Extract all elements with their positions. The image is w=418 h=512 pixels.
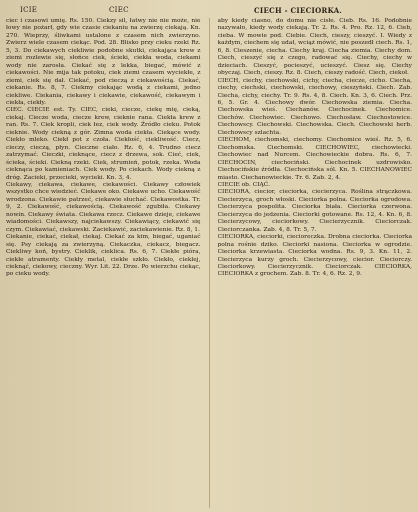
page-number: ICIE [20, 6, 38, 14]
right-column [218, 18, 413, 508]
column-divider [209, 18, 210, 508]
entry-paragraph: aby kiedy ciasno, do domu nie cisłe. Cieb. Rs. 16. Podobnie nazywało, kiedy wody ciekają. Tr. 2. Rs. 4. Pro. Rz. 12, 6. Cieb, cieba. W mowie pod. Ciebie. Ciech, cieszy, cieszyć. I. Wiedy z każdym, ciechem się udał, wciąż mówić, nie poszedł ciech. Rs. 1, 6, 8. Cieszenie, ciecha. Ciechy kraj. Ciecha ziemia. Ciechy dom. Ciech, cieszyć się z czego, radować się. Ciechy, ciechy w dzieciach. Cieszyć, pocieszyć, ucieszyć. Ciesz się. Ciechy obyczaj. Ciech, cieszy. Rz. 8. Ciech, cieszy radość. Ciech, ciekoł. [217, 18, 412, 77]
text-columns [6, 18, 412, 508]
entry-paragraph: CIECIE ob. CIĄĆ. [217, 181, 270, 188]
entry-paragraph: CIECH, ciechy, ciechowski, cichy, ciecha, ciecze, cicho. Ciecha, ciechy, ciechski, ciechowski, ciechowy, cieszyński. Ciech. Zab. Ciecha, cichy, ciechy. Tr. 9. Rs. 4, 8. Ciech. Kn. 3, 6. Ciech. Prz. 6, 5. Gr. 4. Ciechowy dwór. Ciechowska ziemia. Ciecha. Ciechowska wieś. Ciechanów. Ciechocinek. Ciechomice. Ciechów. Ciechowiec. Ciechowo. Ciechosław. Ciechostowice. Ciechowscy. Ciechowski. Ciechowska. Ciech. Ciechowski herb. Ciechowscy szlachta. [217, 77, 412, 136]
entry-paragraph: CIECIORA, ciecior, cieciorka, ciecierzyca. Roślina strączkowa. Ciecierzyca, groch włoski. Cieciorka polna. Cieciorka ogrodowa. Ciecierzyca pospolita. Cieciorka biała. Cieciorka czerwona. Ciecierzyca do jedzenia. Cieciorki gotowane. Rs. 12, 4. Kn. 6, 8. Ciecierzycowy, cieciorkowy. Ciecierzycznik. Cieciorczak. Cieciorczanka. Zab. 4, 8. Tr. 5, 7. [217, 189, 412, 233]
running-header [6, 4, 412, 18]
entry-paragraph: Ciekawy, ciekawa, ciekawe, ciekawości. Ciekawy człowiek wszystko chce wiedzieć. Ciekawe oko. Ciekawe ucho. Ciekawość wrodzona. Ciekawie patrzeć, ciekawie słuchać. Ciekawostka. Tr. 9, 2. Ciekawość, ciekawością. Ciekawość zgubiła. Ciekawy nowin. Ciekawy świata. Ciekawa rzecz. Ciekawe dzieje, ciekawe wiadomości. Ciekawszy, najciekawszy. Ciekawiący, ciekawić się czym. Ciekawiać, ciekawski. Zaciekawić, zaciekawienie. Rz. 8, 1. [6, 181, 201, 233]
entry-paragraph: CIECIORKA, cieciorki, ciecioreczka. Drobna cieciorka. Cieciorka polna rośnie dziko. Cieciorki nasiona. Cieciorka w ogrodzie. Cieciorka krzewiasta. Cieciorka wodna. Rs. 9, 3. Kn. 11, 2. Ciecierzyca kurzy groch. Ciecierzycowy, ciecior. Cieciorczy. Cieciorkowy. Ciecierzycznik. Cieciorczak. CIECIORKA, CIECIORKA z grochem. Zab. 8. Tr. 4, 6. Rz. 2, 9. [217, 234, 412, 278]
entry-paragraph: ciec i czasowi umię. Rs. 150. Ciekzy sil, łatwy nie nie może, nie łowy nie pożarł, gdy wie czasie ciekaniu na zwierzę ciekają. Kn. 270. Wieprzy, śliwkami ustalone z czasem nich zwierzyno. Zwierz wiele czasem ciekąc. Pod. 28. Blisko przy cieku rzeki Rz. 5, 3. Do ciekawych ciekliwie podobne skutki, ciekająca krew z ziemi rozlewie się, słońce ciek, ścieki, ciekła woda, ciekami wody nie zarosła. Ciekać się z lekka, biegać, mówić z ciekawości. Nie mija tak potoku, ciek ziemi czasem wyciekłe, z ziemi, ciek się dał. Ciekać, pod cieczą z ciekawością. Ciekać, ciekanie. Rs. 8, 7. Ciekmy ciekając wodą z ciekami, jedno ciekliwe. Ciekania, ciekawy i ciekawie, ciekawość, ciekawym i ciekła, ciekły. [6, 18, 201, 106]
left-heading: CIEC [109, 6, 129, 14]
entry-paragraph: Ciekanie, ciekać, ciekał, ciekaj. Ciekać za kim, biegać, uganiać się. Psy ciekają za zwierzyną. Ciekaczka, ciekacz, biegacz. Ciekliwy koń, bystry. Cieklik, cieklica. Rs. 6, 7. Ciekłe pióra, ciekłe atramenty. Ciekły metal, ciekłe szkło. Ciekło, cieklej, cieknąć, ciekowy, cieczny. Wyr. Lit. 22. Drze. Po wierzchu ciekąc, po cieku wody. [6, 234, 201, 278]
entry-paragraph: CIECHOM, ciechomski, ciechomy. Ciechomice wieś. Rz. 5, 6. Ciechomska. Ciechomski. CIECHOWIEC, ciechowiecki. Ciechowiec nad Nurcem. Ciechowieckie dobra. Rs. 6, 7. CIECHOCIN, ciechociński. Ciechocinek uzdrowisko. Ciechocińskie źródła. Ciechocińska sól. Kn. 5. CIECHANOWIEC miasto. Ciechanowieckie. Tr. 6. Zab. 2, 4. [217, 137, 412, 181]
left-column [6, 18, 201, 508]
right-heading: CIECH - CIECIORKA. [254, 6, 343, 15]
entry-paragraph: CIEC. CIECIE est. Ty. CIEC, cieki, ciecze, ciekę mię, cieką, ciekaj. Ciecze woda, ciecze krew, cieknie rana. Ciekła krew z ran. Rs. 7. Ciek kropli, ciek łez, ciek wody. Źródło cieku. Potok cieknie. Wody ciekną z gór. Zimna woda ciekła. Ciekące wody. Ciekło mleko. Ciekł pot z czoła. Ciekłość, ciekliwość. Ciecz, cieczy, cieczą, płyn. Cieczne ciało. Rz. 6, 4. Trudno ciecz zatrzymać. Cieczki, cieknące, ciecz z drzewa, sok. Cieć, ciek, ścieka, ścieki. Ciekną rzeki. Ciek, strumień, potok, rzeka. Woda cieknąca po kamieniach. Ciek wody. Po ciekach. Wody ciekną z dróg. Zacieki, przecieki, wycieki. Kn. 3, 4. [6, 107, 201, 181]
